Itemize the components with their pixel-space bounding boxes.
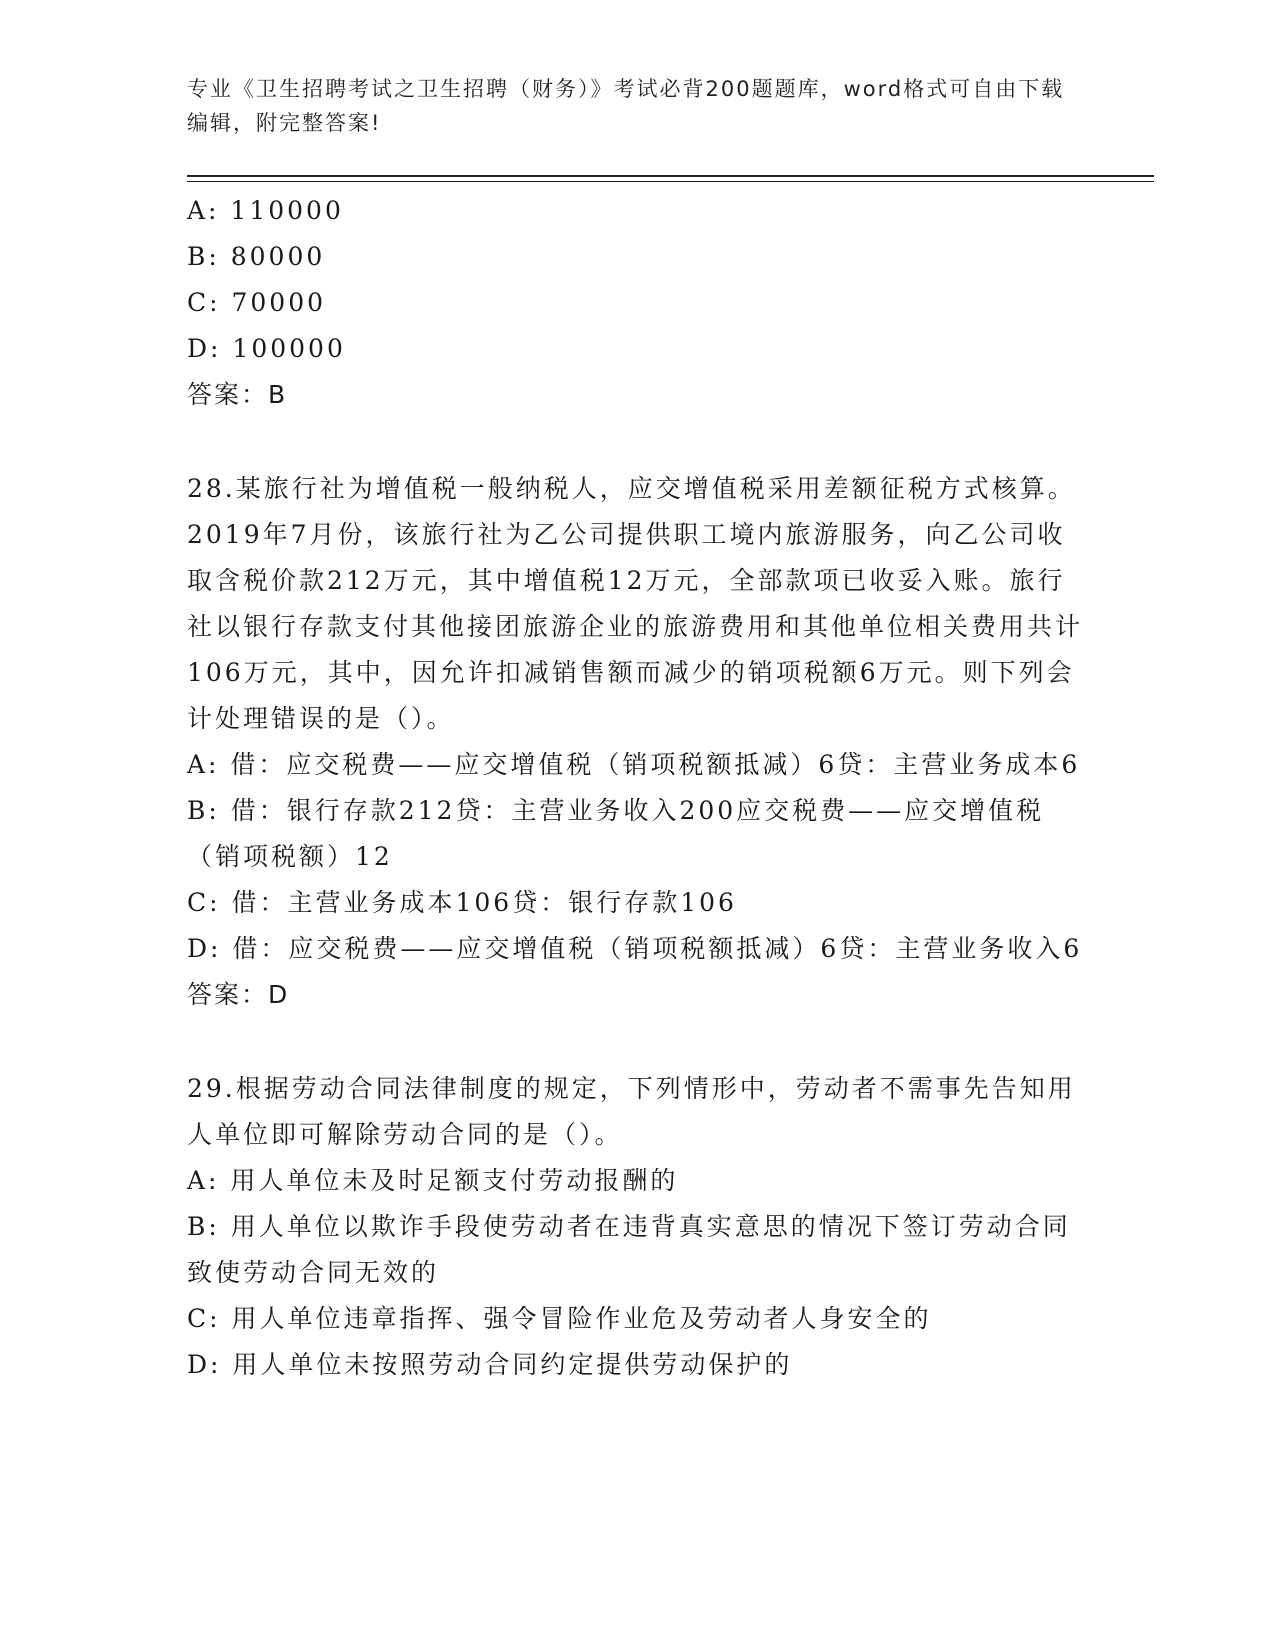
option-a: A: 借：应交税费——应交增值税（销项税额抵减）6贷：主营业务成本6 <box>187 750 1081 779</box>
header-divider-thin <box>187 181 1154 182</box>
option-d: D: 用人单位未按照劳动合同约定提供劳动保护的 <box>187 1350 793 1379</box>
option-d: D: 100000 <box>187 334 346 363</box>
option-c: C: 借：主营业务成本106贷：银行存款106 <box>187 888 737 917</box>
option-c: C: 70000 <box>187 288 327 317</box>
answer-label: 答案：D <box>187 980 290 1009</box>
question-stem: 28.某旅行社为增值税一般纳税人，应交增值税采用差额征税方式核算。2019年7月份，该旅行社为乙公司提供职工境内旅游服务，向乙公司收取含税价款212万元，其中增值税12万元，全部款项已收妥入账。旅行社以银行存款支付其他接团旅游企业的旅游费用和其他单位相关费用共计106万元，其中，因允许扣减销售额而减少的销项税额6万元。则下列会计处理错误的是（）。 <box>187 474 1084 733</box>
answer-label: 答案：B <box>187 380 288 409</box>
option-c: C: 用人单位违章指挥、强令冒险作业危及劳动者人身安全的 <box>187 1304 932 1333</box>
document-body <box>187 188 1087 1388</box>
question-27-block <box>187 188 1087 418</box>
option-d: D: 借：应交税费——应交增值税（销项税额抵减）6贷：主营业务收入6 <box>187 934 1083 963</box>
option-a: A: 110000 <box>187 196 344 225</box>
option-b: B: 80000 <box>187 242 326 271</box>
question-stem: 29.根据劳动合同法律制度的规定，下列情形中，劳动者不需事先告知用人单位即可解除劳动合同的是（）。 <box>187 1074 1076 1149</box>
option-a: A: 用人单位未及时足额支付劳动报酬的 <box>187 1166 679 1195</box>
option-b: B: 借：银行存款212贷：主营业务收入200应交税费——应交增值税（销项税额）12 <box>187 796 1045 871</box>
document-header: 专业《卫生招聘考试之卫生招聘（财务）》考试必背200题题库，word格式可自由下载编辑，附完整答案! <box>187 77 1065 135</box>
option-b: B: 用人单位以欺诈手段使劳动者在违背真实意思的情况下签订劳动合同致使劳动合同无效的 <box>187 1212 1071 1287</box>
header-divider-thick <box>187 175 1154 177</box>
question-28-block <box>187 466 1087 1018</box>
question-29-block <box>187 1066 1087 1388</box>
